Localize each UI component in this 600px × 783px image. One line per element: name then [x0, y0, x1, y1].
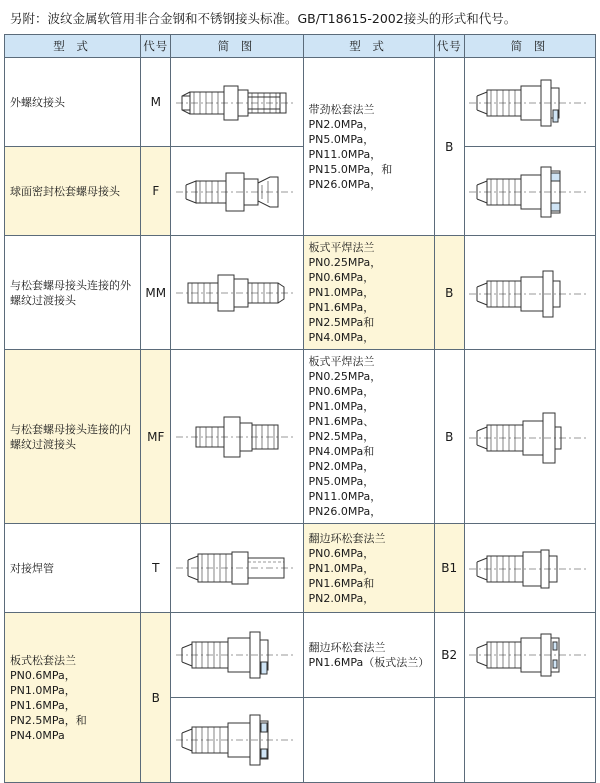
fittings-table: [4, 34, 596, 783]
table-row: [5, 147, 596, 236]
fitting-diagram-f-icon: [174, 155, 300, 227]
fitting-diagram-mf-icon: [174, 399, 300, 475]
right-figure-cell: [464, 58, 595, 147]
left-code-cell: MF: [141, 350, 171, 524]
left-type-cell: 与松套螺母接头连接的内螺纹过渡接头: [5, 350, 141, 524]
right-code-cell: B1: [434, 524, 464, 613]
table-row: [5, 613, 596, 698]
header-figure-right: 简 图: [464, 35, 595, 58]
left-figure-cell: [171, 350, 303, 524]
left-figure-cell: [171, 613, 303, 698]
flange-diagram-b-left-icon: [174, 616, 300, 694]
table-header-row: [5, 35, 596, 58]
table-row: [5, 350, 596, 524]
right-filler-code: [434, 698, 464, 783]
table-row: [5, 524, 596, 613]
left-figure-cell: [171, 524, 303, 613]
table-row: [5, 236, 596, 350]
left-type-cell: 外螺纹接头: [5, 58, 141, 147]
flange-diagram-b-icon: [467, 66, 593, 138]
flange-diagram-b1-icon: [467, 532, 593, 604]
table-row: [5, 58, 596, 147]
right-figure-cell: [464, 350, 595, 524]
flange-diagram-b-icon: [467, 399, 593, 475]
left-type-cell: 与松套螺母接头连接的外螺纹过渡接头: [5, 236, 141, 350]
flange-diagram-b2-icon: [467, 616, 593, 694]
flange-diagram-b-left-alt-icon: [174, 701, 300, 779]
fitting-diagram-m-icon: [174, 66, 300, 138]
right-figure-cell: [464, 613, 595, 698]
header-code-left: 代号: [141, 35, 171, 58]
left-code-cell: T: [141, 524, 171, 613]
right-type-cell: 翻边环松套法兰 PN1.6MPa（板式法兰）: [303, 613, 434, 698]
right-code-cell: B: [434, 236, 464, 350]
left-type-cell: 板式松套法兰 PN0.6MPa，PN1.0MPa，PN1.6MPa，PN2.5MPa，和PN4.0MPa: [5, 613, 141, 783]
left-type-cell: 对接焊管: [5, 524, 141, 613]
right-code-cell: B: [434, 58, 464, 236]
right-filler-figure: [464, 698, 595, 783]
right-figure-cell: [464, 147, 595, 236]
right-code-cell: B: [434, 350, 464, 524]
page-title: 另附：波纹金属软管用非合金钢和不锈钢接头标准。GB/T18615-2002接头的形式和代号。: [10, 11, 517, 26]
right-figure-cell: [464, 524, 595, 613]
left-code-cell: B: [141, 613, 171, 783]
left-code-cell: F: [141, 147, 171, 236]
header-type-left: 型 式: [5, 35, 141, 58]
left-figure-cell: [171, 698, 303, 783]
right-code-cell: B2: [434, 613, 464, 698]
left-figure-cell: [171, 236, 303, 350]
left-code-cell: M: [141, 58, 171, 147]
right-figure-cell: [464, 236, 595, 350]
left-type-cell: 球面密封松套螺母接头: [5, 147, 141, 236]
right-type-cell: 板式平焊法兰 PN0.25MPa，PN0.6MPa，PN1.0MPa，PN1.6MPa，PN2.5MPa和PN4.0MPa，: [303, 236, 434, 350]
right-type-cell: 翻边环松套法兰 PN0.6MPa，PN1.0MPa，PN1.6MPa和PN2.0MPa，: [303, 524, 434, 613]
left-figure-cell: [171, 58, 303, 147]
right-type-cell: 板式平焊法兰 PN0.25MPa，PN0.6MPa，PN1.0MPa，PN1.6MPa、PN2.5MPa，PN4.0MPa和PN2.0MPa，PN5.0MPa，PN11.0MPa，PN26.0MPa，: [303, 350, 434, 524]
header-figure-left: 简 图: [171, 35, 303, 58]
left-figure-cell: [171, 147, 303, 236]
flange-diagram-b-icon: [467, 255, 593, 331]
right-filler-type: [303, 698, 434, 783]
fitting-diagram-t-icon: [174, 532, 300, 604]
header-code-right: 代号: [434, 35, 464, 58]
right-type-cell: 带劲松套法兰 PN2.0MPa，PN5.0MPa，PN11.0MPa，PN15.0MPa，和 PN26.0MPa，: [303, 58, 434, 236]
flange-diagram-b-icon: [467, 151, 593, 231]
header-type-right: 型 式: [303, 35, 434, 58]
fitting-diagram-mm-icon: [174, 255, 300, 331]
left-code-cell: MM: [141, 236, 171, 350]
